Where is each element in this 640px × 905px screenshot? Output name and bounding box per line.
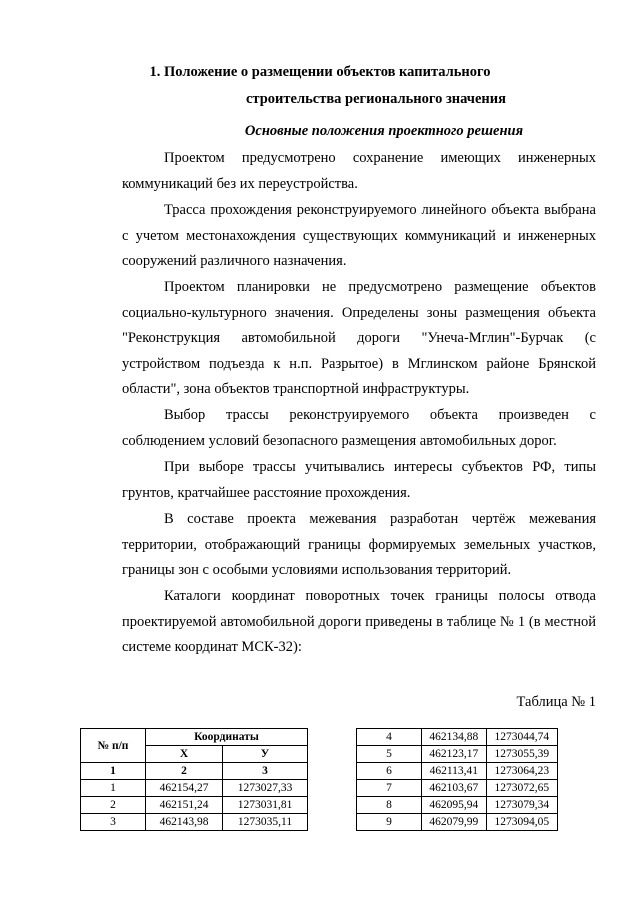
row-x: 462123,17 <box>422 746 487 763</box>
paragraph-1-text: Проектом предусмотрено сохранение имеющих инженерных коммуникаций без их переустройства. <box>122 150 596 192</box>
header-x: Х <box>146 746 223 763</box>
row-y: 1273044,74 <box>486 729 557 746</box>
paragraph-6 <box>122 507 596 584</box>
paragraph-3-text: Проектом планировки не предусмотрено размещение объектов социально-культурного значения. Определены зоны размещения объекта "Реконструкция автомобильной дороги "Унеча-Мглин"-Бурчак (с устройством подъезда к н.п. Разрытое) в Мглинском районе Брянской области", зона объектов транспортной инфраструктуры. <box>122 279 596 398</box>
row-y: 1273027,33 <box>223 780 308 797</box>
coordinates-table-right <box>356 728 558 831</box>
row-num: 4 <box>357 729 422 746</box>
table-row <box>357 763 558 780</box>
row-num: 1 <box>81 780 146 797</box>
section-title-line2: строительства регионального значения <box>246 91 506 107</box>
row-y: 1273031,81 <box>223 797 308 814</box>
paragraph-4 <box>122 403 596 454</box>
table-row <box>357 780 558 797</box>
row-y: 1273064,23 <box>486 763 557 780</box>
table-row <box>357 729 558 746</box>
table-row <box>357 746 558 763</box>
index-cell-1: 1 <box>81 763 146 780</box>
index-cell-2: 2 <box>146 763 223 780</box>
table-row <box>81 780 308 797</box>
section-subtitle: Основные положения проектного решения <box>244 123 524 139</box>
paragraph-6-text: В составе проекта межевания разработан чертёж межевания территории, отображающий границы формируемых земельных участков, границы зон с особыми условиями использования территорий. <box>122 511 596 579</box>
coordinates-table-left <box>80 728 308 831</box>
paragraph-3 <box>122 275 596 403</box>
row-num: 6 <box>357 763 422 780</box>
header-coords: Координаты <box>146 729 308 746</box>
section-title-line1: 1. Положение о размещении объектов капитального <box>149 64 491 80</box>
header-num: № п/п <box>81 729 146 763</box>
paragraph-4-text: Выбор трассы реконструируемого объекта произведен с соблюдением условий безопасного размещения автомобильных дорог. <box>122 407 596 449</box>
paragraph-5-text: При выборе трассы учитывались интересы субъектов РФ, типы грунтов, кратчайшее расстояние прохождения. <box>122 459 596 501</box>
row-x: 462079,99 <box>422 814 487 831</box>
table-row <box>81 797 308 814</box>
row-x: 462095,94 <box>422 797 487 814</box>
table-row <box>357 814 558 831</box>
paragraph-5 <box>122 455 596 506</box>
row-num: 3 <box>81 814 146 831</box>
row-x: 462113,41 <box>422 763 487 780</box>
row-x: 462154,27 <box>146 780 223 797</box>
header-y: У <box>223 746 308 763</box>
paragraph-2 <box>122 198 596 275</box>
row-x: 462103,67 <box>422 780 487 797</box>
index-cell-3: 3 <box>223 763 308 780</box>
row-y: 1273072,65 <box>486 780 557 797</box>
paragraph-7 <box>122 584 596 661</box>
row-y: 1273079,34 <box>486 797 557 814</box>
row-num: 2 <box>81 797 146 814</box>
row-num: 7 <box>357 780 422 797</box>
table-row <box>81 814 308 831</box>
paragraph-1 <box>122 146 596 197</box>
row-num: 5 <box>357 746 422 763</box>
row-y: 1273094,05 <box>486 814 557 831</box>
table-caption: Таблица № 1 <box>516 694 596 710</box>
table-row <box>357 797 558 814</box>
row-x: 462134,88 <box>422 729 487 746</box>
row-num: 9 <box>357 814 422 831</box>
row-x: 462151,24 <box>146 797 223 814</box>
paragraph-7-text: Каталоги координат поворотных точек границы полосы отвода проектируемой автомобильной дороги приведены в таблице № 1 (в местной системе координат МСК-32): <box>122 588 596 656</box>
row-x: 462143,98 <box>146 814 223 831</box>
row-y: 1273035,11 <box>223 814 308 831</box>
paragraph-2-text: Трасса прохождения реконструируемого линейного объекта выбрана с учетом местонахождения существующих коммуникаций и инженерных сооружений различного назначения. <box>122 202 596 270</box>
row-num: 8 <box>357 797 422 814</box>
row-y: 1273055,39 <box>486 746 557 763</box>
